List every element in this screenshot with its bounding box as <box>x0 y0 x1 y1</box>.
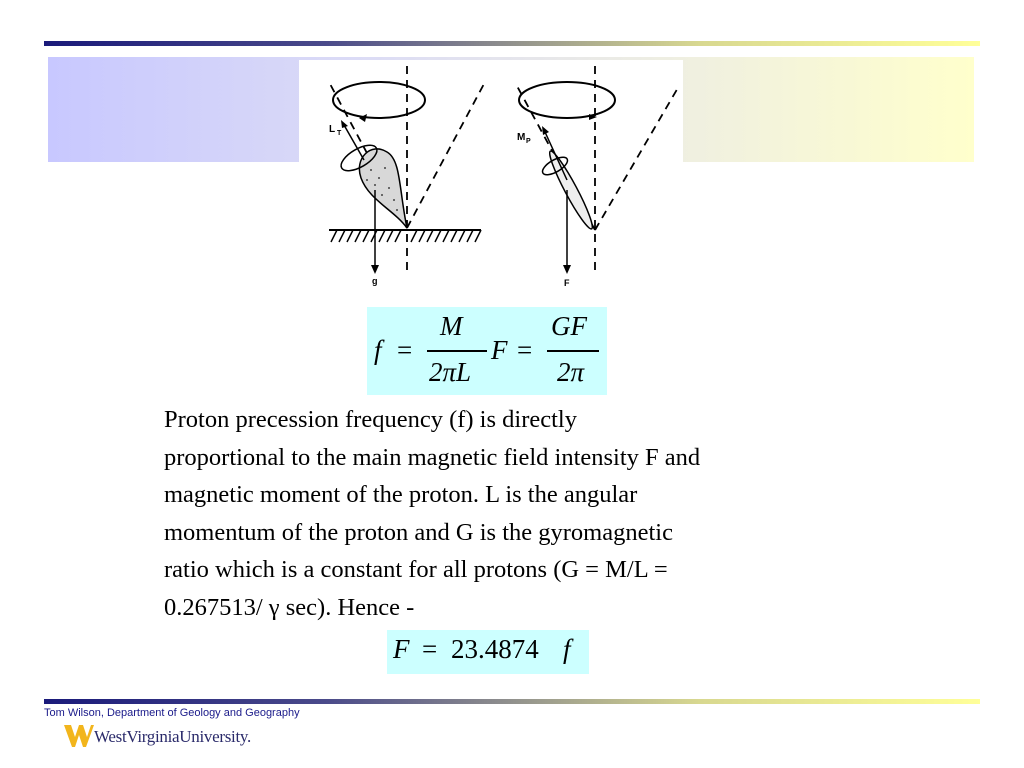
eq2-coefficient: 23.4874 <box>451 634 539 664</box>
precession-figure <box>299 60 683 300</box>
eq2-lhs: F <box>393 634 410 664</box>
eq1-middle-term: F <box>491 335 508 365</box>
footer-credit: Tom Wilson, Department of Geology and Geography <box>44 707 300 719</box>
eq1-denominator-1: 2πL <box>429 357 472 387</box>
eq1-numerator-1: M <box>440 311 463 341</box>
eq1-fraction-bar-2 <box>547 350 599 352</box>
label-mp: M <box>517 132 526 143</box>
eq1-equals-1: = <box>397 335 413 365</box>
spinning-top-diagram <box>329 66 485 286</box>
eq1-denominator-2: 2π <box>557 357 585 387</box>
precession-diagram <box>299 60 683 300</box>
eq2-equals: = <box>422 634 438 664</box>
label-g: g <box>372 276 378 286</box>
wvu-logo <box>64 723 251 753</box>
paragraph-line: proportional to the main magnetic field intensity F and <box>164 443 701 471</box>
label-lt-subscript: T <box>337 130 342 137</box>
eq1-equals-2: = <box>517 335 533 365</box>
eq1-lhs: f <box>374 335 382 365</box>
wvu-logo-text: WestVirginiaUniversity. <box>94 727 251 746</box>
wvu-flying-wv-icon <box>64 723 94 751</box>
eq1-fraction-bar-1 <box>427 350 487 352</box>
label-mp-subscript: P <box>526 138 531 145</box>
paragraph-line: ratio which is a constant for all protons (G = M/L = <box>164 556 668 584</box>
eq1-numerator-2: GF <box>551 311 587 341</box>
eq2-variable: f <box>563 634 571 664</box>
paragraph-line: 0.267513/ γ sec). Hence - <box>164 593 415 621</box>
proton-diagram <box>517 66 679 288</box>
field-equation-box <box>387 630 589 674</box>
explanation-paragraph <box>164 401 864 627</box>
paragraph-line: magnetic moment of the proton. L is the angular <box>164 481 638 509</box>
top-divider-bar <box>44 41 980 46</box>
bottom-divider-bar <box>44 699 980 704</box>
paragraph-line: Proton precession frequency (f) is directly <box>164 406 577 433</box>
label-lt: L <box>329 124 336 135</box>
frequency-equation-box <box>367 307 607 395</box>
label-f: F <box>564 278 570 288</box>
paragraph-line: momentum of the proton and G is the gyromagnetic <box>164 518 673 546</box>
